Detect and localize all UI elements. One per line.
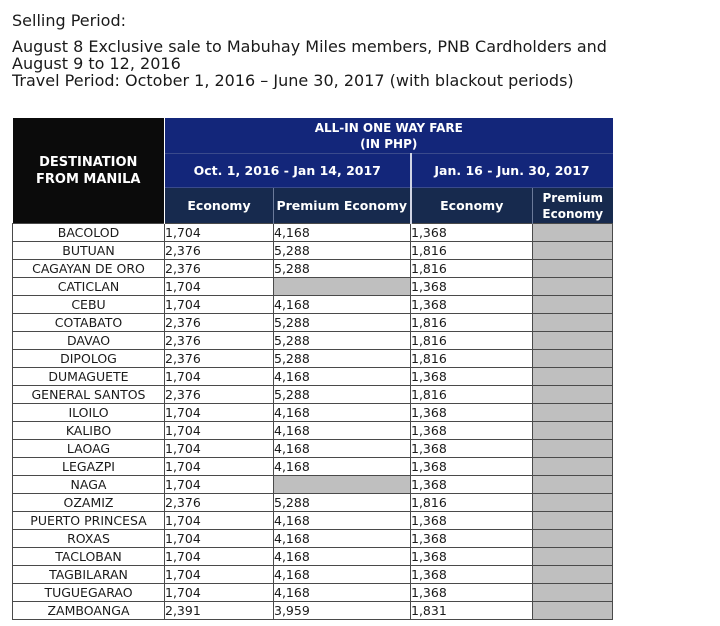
economy-fare-period-1: 1,704 <box>165 584 274 602</box>
premium-fare-period-2 <box>533 530 613 548</box>
premium-fare-period-1: 4,168 <box>274 566 411 584</box>
economy-fare-period-1: 2,376 <box>165 386 274 404</box>
premium-fare-period-1: 4,168 <box>274 368 411 386</box>
economy-fare-period-2: 1,368 <box>411 422 533 440</box>
economy-fare-period-2: 1,816 <box>411 332 533 350</box>
table-row <box>13 278 613 296</box>
premium-fare-period-1 <box>274 278 411 296</box>
premium-fare-period-2 <box>533 602 613 620</box>
economy-fare-period-2: 1,368 <box>411 566 533 584</box>
table-row <box>13 530 613 548</box>
table-row <box>13 476 613 494</box>
economy-fare-period-2: 1,368 <box>411 278 533 296</box>
table-row <box>13 224 613 242</box>
destination-cell: DIPOLOG <box>13 350 165 368</box>
economy-fare-period-2: 1,816 <box>411 494 533 512</box>
premium-fare-period-1: 4,168 <box>274 458 411 476</box>
fare-header-line-1: ALL-IN ONE WAY FARE <box>314 120 463 135</box>
premium-fare-period-2 <box>533 332 613 350</box>
economy-fare-period-1: 1,704 <box>165 404 274 422</box>
economy-fare-period-1: 2,376 <box>165 332 274 350</box>
economy-fare-period-2: 1,368 <box>411 512 533 530</box>
economy-fare-period-2: 1,368 <box>411 404 533 422</box>
economy-fare-period-1: 2,376 <box>165 260 274 278</box>
destination-cell: CAGAYAN DE ORO <box>13 260 165 278</box>
premium-fare-period-2 <box>533 278 613 296</box>
period-1-header: Oct. 1, 2016 - Jan 14, 2017 <box>165 154 411 188</box>
destination-header <box>13 118 165 224</box>
table-row <box>13 350 613 368</box>
economy-fare-period-1: 1,704 <box>165 476 274 494</box>
destination-cell: ROXAS <box>13 530 165 548</box>
economy-fare-period-2: 1,368 <box>411 530 533 548</box>
economy-fare-period-2: 1,816 <box>411 260 533 278</box>
fare-header-line-2: (IN PHP) <box>360 136 418 151</box>
destination-cell: GENERAL SANTOS <box>13 386 165 404</box>
table-row <box>13 494 613 512</box>
destination-cell: LAOAG <box>13 440 165 458</box>
table-row <box>13 242 613 260</box>
selling-period-line-2: August 9 to 12, 2016 <box>12 54 181 73</box>
destination-cell: TACLOBAN <box>13 548 165 566</box>
premium-fare-period-1: 5,288 <box>274 350 411 368</box>
table-row <box>13 602 613 620</box>
premium-header-line-1: Premium <box>542 190 603 205</box>
destination-cell: ZAMBOANGA <box>13 602 165 620</box>
table-row <box>13 548 613 566</box>
table-row <box>13 440 613 458</box>
premium-fare-period-2 <box>533 224 613 242</box>
premium-fare-period-2 <box>533 422 613 440</box>
destination-cell: TAGBILARAN <box>13 566 165 584</box>
destination-cell: TUGUEGARAO <box>13 584 165 602</box>
fare-table <box>12 118 613 620</box>
premium-fare-period-1: 5,288 <box>274 260 411 278</box>
premium-fare-period-1: 4,168 <box>274 404 411 422</box>
destination-cell: BACOLOD <box>13 224 165 242</box>
table-row <box>13 404 613 422</box>
economy-fare-period-1: 2,376 <box>165 314 274 332</box>
economy-fare-period-1: 1,704 <box>165 566 274 584</box>
economy-fare-period-1: 2,391 <box>165 602 274 620</box>
destination-cell: CEBU <box>13 296 165 314</box>
destination-cell: CATICLAN <box>13 278 165 296</box>
economy-header-period-1: Economy <box>165 188 274 224</box>
premium-fare-period-1: 5,288 <box>274 386 411 404</box>
premium-fare-period-1: 4,168 <box>274 548 411 566</box>
premium-fare-period-1: 3,959 <box>274 602 411 620</box>
table-row <box>13 512 613 530</box>
economy-fare-period-2: 1,368 <box>411 296 533 314</box>
table-row <box>13 332 613 350</box>
economy-fare-period-1: 1,704 <box>165 422 274 440</box>
premium-fare-period-2 <box>533 494 613 512</box>
premium-fare-period-1: 4,168 <box>274 512 411 530</box>
economy-fare-period-2: 1,368 <box>411 368 533 386</box>
economy-fare-period-1: 1,704 <box>165 512 274 530</box>
table-row <box>13 566 613 584</box>
premium-header-line-2: Economy <box>542 206 604 221</box>
premium-fare-period-1: 4,168 <box>274 224 411 242</box>
economy-fare-period-1: 1,704 <box>165 548 274 566</box>
premium-fare-period-2 <box>533 440 613 458</box>
economy-fare-period-1: 1,704 <box>165 224 274 242</box>
premium-fare-period-2 <box>533 314 613 332</box>
period-2-header: Jan. 16 - Jun. 30, 2017 <box>411 154 613 188</box>
premium-fare-period-1: 5,288 <box>274 494 411 512</box>
destination-cell: PUERTO PRINCESA <box>13 512 165 530</box>
table-row <box>13 314 613 332</box>
economy-fare-period-2: 1,368 <box>411 224 533 242</box>
destination-header-line-1: DESTINATION <box>39 154 138 170</box>
economy-fare-period-2: 1,368 <box>411 476 533 494</box>
economy-fare-period-2: 1,816 <box>411 350 533 368</box>
destination-cell: OZAMIZ <box>13 494 165 512</box>
premium-fare-period-2 <box>533 242 613 260</box>
economy-fare-period-1: 1,704 <box>165 530 274 548</box>
destination-cell: DAVAO <box>13 332 165 350</box>
premium-fare-period-2 <box>533 584 613 602</box>
premium-economy-header-period-1: Premium Economy <box>274 188 411 224</box>
economy-fare-period-2: 1,816 <box>411 314 533 332</box>
table-row <box>13 584 613 602</box>
premium-fare-period-1: 4,168 <box>274 296 411 314</box>
premium-economy-header-period-2 <box>533 188 613 224</box>
table-row <box>13 296 613 314</box>
economy-fare-period-2: 1,368 <box>411 584 533 602</box>
destination-cell: NAGA <box>13 476 165 494</box>
premium-fare-period-1: 4,168 <box>274 584 411 602</box>
destination-cell: LEGAZPI <box>13 458 165 476</box>
economy-fare-period-1: 2,376 <box>165 242 274 260</box>
economy-fare-period-2: 1,816 <box>411 242 533 260</box>
economy-fare-period-2: 1,368 <box>411 548 533 566</box>
table-row <box>13 260 613 278</box>
premium-fare-period-2 <box>533 386 613 404</box>
fare-header <box>165 118 613 154</box>
premium-fare-period-2 <box>533 350 613 368</box>
destination-cell: COTABATO <box>13 314 165 332</box>
premium-fare-period-2 <box>533 476 613 494</box>
economy-fare-period-1: 1,704 <box>165 368 274 386</box>
table-row <box>13 458 613 476</box>
economy-fare-period-1: 1,704 <box>165 296 274 314</box>
premium-fare-period-2 <box>533 368 613 386</box>
destination-cell: ILOILO <box>13 404 165 422</box>
economy-fare-period-2: 1,831 <box>411 602 533 620</box>
selling-period-heading: Selling Period: <box>12 12 126 30</box>
fare-rows <box>13 224 613 620</box>
table-row <box>13 368 613 386</box>
table-row <box>13 386 613 404</box>
economy-fare-period-2: 1,816 <box>411 386 533 404</box>
premium-fare-period-2 <box>533 458 613 476</box>
table-row <box>13 422 613 440</box>
premium-fare-period-1: 5,288 <box>274 242 411 260</box>
economy-fare-period-1: 1,704 <box>165 440 274 458</box>
premium-fare-period-1 <box>274 476 411 494</box>
economy-header-period-2: Economy <box>411 188 533 224</box>
premium-fare-period-2 <box>533 566 613 584</box>
destination-header-line-2: FROM MANILA <box>36 171 141 187</box>
premium-fare-period-2 <box>533 296 613 314</box>
premium-fare-period-2 <box>533 404 613 422</box>
premium-fare-period-2 <box>533 548 613 566</box>
economy-fare-period-2: 1,368 <box>411 458 533 476</box>
economy-fare-period-1: 2,376 <box>165 494 274 512</box>
premium-fare-period-1: 5,288 <box>274 332 411 350</box>
premium-fare-period-2 <box>533 512 613 530</box>
premium-fare-period-1: 4,168 <box>274 422 411 440</box>
economy-fare-period-1: 1,704 <box>165 458 274 476</box>
destination-cell: KALIBO <box>13 422 165 440</box>
premium-fare-period-1: 4,168 <box>274 440 411 458</box>
destination-cell: BUTUAN <box>13 242 165 260</box>
premium-fare-period-1: 4,168 <box>274 530 411 548</box>
economy-fare-period-1: 2,376 <box>165 350 274 368</box>
premium-fare-period-1: 5,288 <box>274 314 411 332</box>
selling-period-line-1: August 8 Exclusive sale to Mabuhay Miles members, PNB Cardholders and <box>12 37 607 56</box>
economy-fare-period-1: 1,704 <box>165 278 274 296</box>
travel-period-line: Travel Period: October 1, 2016 – June 30, 2017 (with blackout periods) <box>12 71 574 89</box>
destination-cell: DUMAGUETE <box>13 368 165 386</box>
economy-fare-period-2: 1,368 <box>411 440 533 458</box>
premium-fare-period-2 <box>533 260 613 278</box>
promo-intro <box>12 12 612 89</box>
